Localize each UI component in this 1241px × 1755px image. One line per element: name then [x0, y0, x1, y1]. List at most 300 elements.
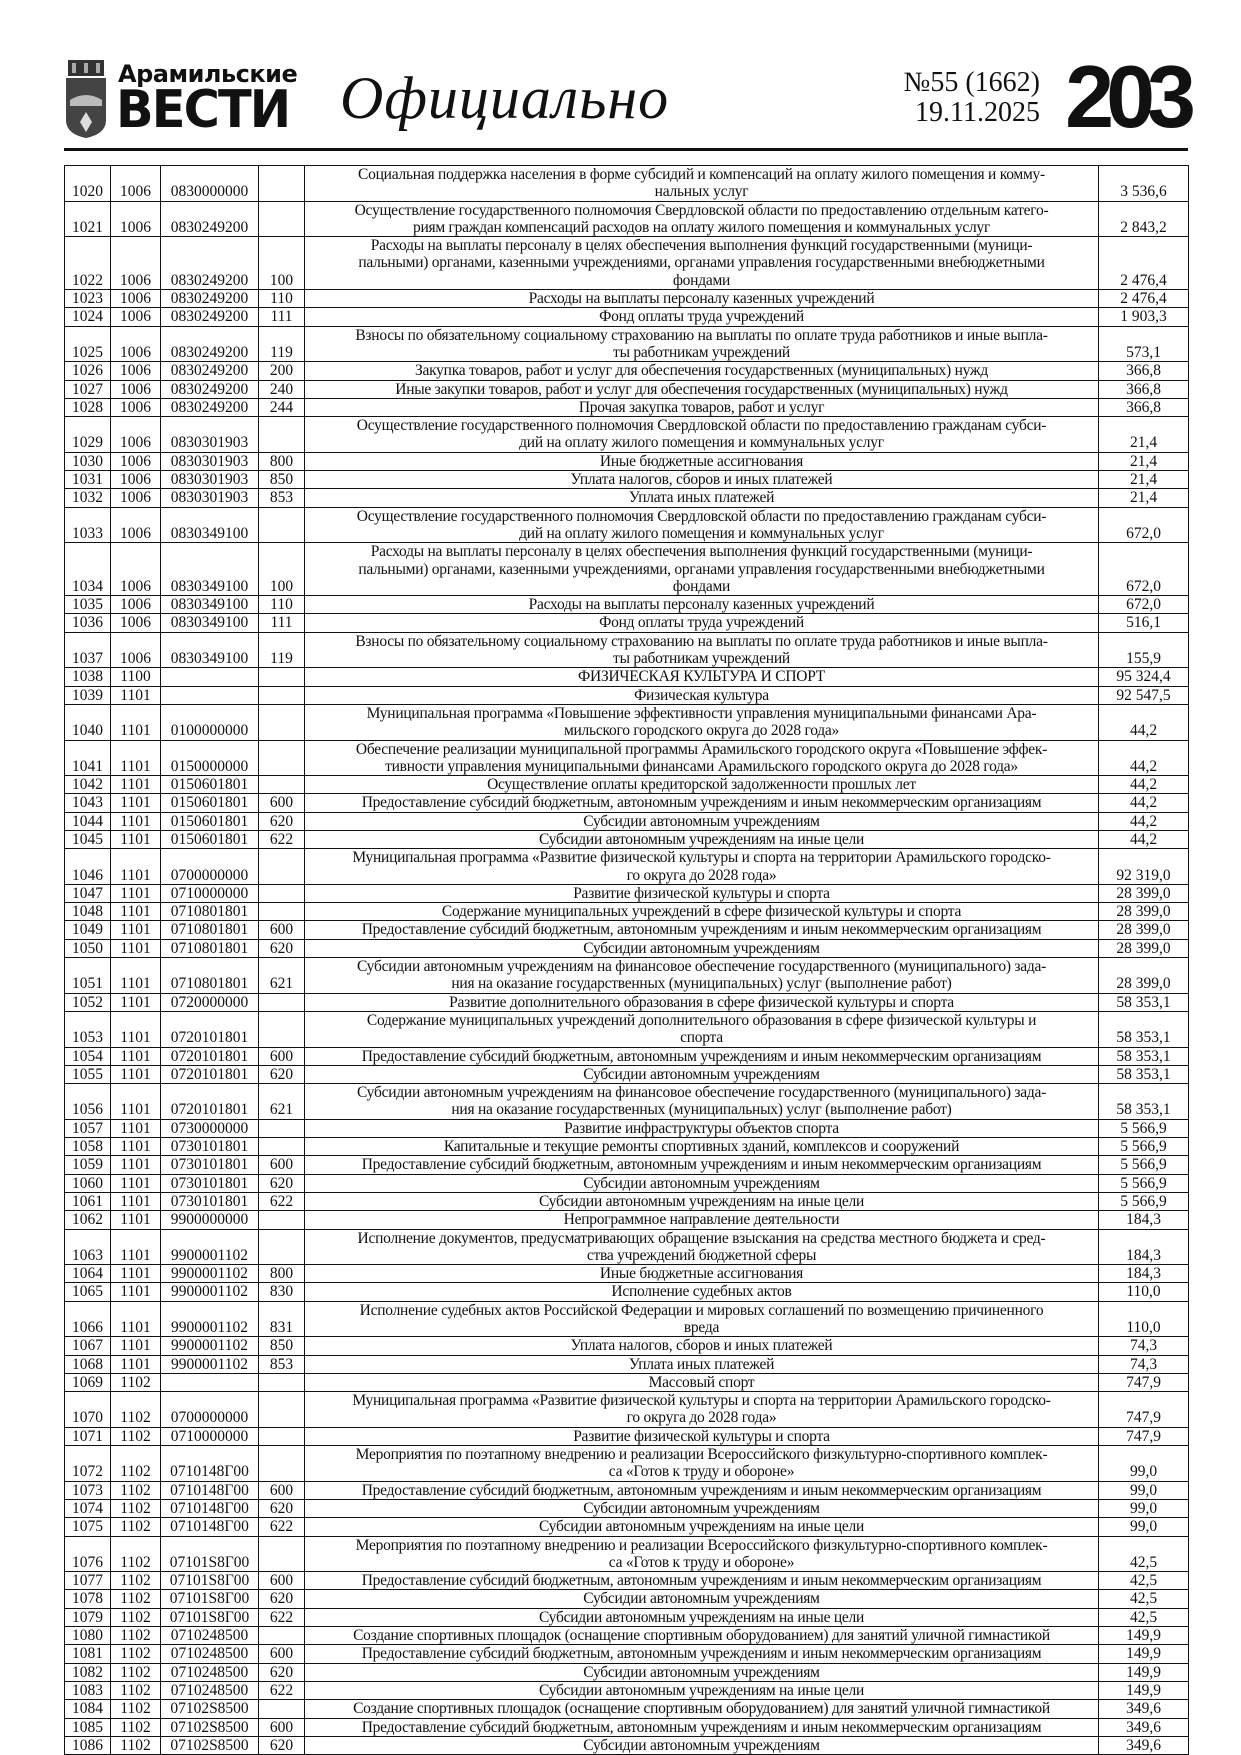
- target-article-code-cell: 0730101801: [161, 1192, 259, 1210]
- section-code-cell: 1101: [111, 686, 161, 704]
- table-row: [65, 543, 1189, 596]
- target-article-code-cell: 0730101801: [161, 1156, 259, 1174]
- expense-type-code-cell: [259, 507, 305, 543]
- target-article-code-cell: 0100000000: [161, 704, 259, 740]
- description-cell: Субсидии автономным учреждениям на финансовое обеспечение государственного (муниципального) зада- ния на оказание государственных (муниципальных) услуг (выполнение работ): [305, 958, 1099, 994]
- expense-type-code-cell: [259, 1211, 305, 1229]
- amount-cell: 58 353,1: [1099, 1011, 1189, 1047]
- description-cell: Предоставление субсидий бюджетным, автономным учреждениям и иным некоммерческим организациям: [305, 1572, 1099, 1590]
- target-article-code-cell: 0720101801: [161, 1084, 259, 1120]
- amount-cell: 149,9: [1099, 1645, 1189, 1663]
- target-article-code-cell: 07101S8Г00: [161, 1572, 259, 1590]
- amount-cell: 44,2: [1099, 776, 1189, 794]
- amount-cell: 516,1: [1099, 614, 1189, 632]
- description-cell: Субсидии автономным учреждениям на иные цели: [305, 830, 1099, 848]
- table-row: [65, 1700, 1189, 1718]
- table-row: [65, 1608, 1189, 1626]
- target-article-code-cell: 0710248500: [161, 1681, 259, 1699]
- expense-type-code-cell: 119: [259, 632, 305, 668]
- row-number-cell: 1069: [65, 1373, 111, 1391]
- table-row: [65, 1011, 1189, 1047]
- row-number-cell: 1023: [65, 290, 111, 308]
- expense-type-code-cell: [259, 686, 305, 704]
- section-code-cell: 1101: [111, 1211, 161, 1229]
- table-row: [65, 1337, 1189, 1355]
- target-article-code-cell: [161, 668, 259, 686]
- row-number-cell: 1079: [65, 1608, 111, 1626]
- target-article-code-cell: 0830249200: [161, 398, 259, 416]
- table-row: [65, 1499, 1189, 1517]
- target-article-code-cell: 07102S8500: [161, 1718, 259, 1736]
- target-article-code-cell: 0710148Г00: [161, 1499, 259, 1517]
- description-cell: Мероприятия по поэтапному внедрению и реализации Всероссийского физкультурно-спортивного комплек- са «Готов к труду и обороне»: [305, 1536, 1099, 1572]
- row-number-cell: 1041: [65, 740, 111, 776]
- description-cell: Массовый спорт: [305, 1373, 1099, 1391]
- section-code-cell: 1101: [111, 794, 161, 812]
- section-code-cell: 1102: [111, 1427, 161, 1445]
- target-article-code-cell: 0700000000: [161, 1392, 259, 1428]
- target-article-code-cell: 0720101801: [161, 1011, 259, 1047]
- table-row: [65, 166, 1189, 202]
- row-number-cell: 1033: [65, 507, 111, 543]
- row-number-cell: 1064: [65, 1265, 111, 1283]
- row-number-cell: 1074: [65, 1499, 111, 1517]
- expense-type-code-cell: 830: [259, 1283, 305, 1301]
- expense-type-code-cell: 620: [259, 812, 305, 830]
- amount-cell: 747,9: [1099, 1373, 1189, 1391]
- description-cell: Субсидии автономным учреждениям на иные цели: [305, 1518, 1099, 1536]
- description-cell: Предоставление субсидий бюджетным, автономным учреждениям и иным некоммерческим организациям: [305, 1047, 1099, 1065]
- target-article-code-cell: 0710148Г00: [161, 1481, 259, 1499]
- description-cell: Муниципальная программа «Развитие физической культуры и спорта на территории Арамильского городско- го округа до 2028 года»: [305, 1392, 1099, 1428]
- table-row: [65, 596, 1189, 614]
- description-cell: Капитальные и текущие ремонты спортивных зданий, комплексов и сооружений: [305, 1138, 1099, 1156]
- section-code-cell: 1006: [111, 290, 161, 308]
- section-code-cell: 1101: [111, 939, 161, 957]
- section-code-cell: 1101: [111, 849, 161, 885]
- table-row: [65, 1265, 1189, 1283]
- amount-cell: 573,1: [1099, 326, 1189, 362]
- section-code-cell: 1006: [111, 489, 161, 507]
- amount-cell: 110,0: [1099, 1283, 1189, 1301]
- row-number-cell: 1066: [65, 1301, 111, 1337]
- description-cell: Фонд оплаты труда учреждений: [305, 308, 1099, 326]
- row-number-cell: 1073: [65, 1481, 111, 1499]
- expense-type-code-cell: 100: [259, 543, 305, 596]
- row-number-cell: 1084: [65, 1700, 111, 1718]
- row-number-cell: 1081: [65, 1645, 111, 1663]
- section-code-cell: 1006: [111, 237, 161, 290]
- section-code-cell: 1102: [111, 1608, 161, 1626]
- description-cell: Субсидии автономным учреждениям на иные цели: [305, 1681, 1099, 1699]
- target-article-code-cell: 0830000000: [161, 166, 259, 202]
- amount-cell: 92 319,0: [1099, 849, 1189, 885]
- section-code-cell: 1006: [111, 417, 161, 453]
- row-number-cell: 1040: [65, 704, 111, 740]
- expense-type-code-cell: 600: [259, 1645, 305, 1663]
- table-row: [65, 1481, 1189, 1499]
- target-article-code-cell: 0710801801: [161, 939, 259, 957]
- description-cell: Расходы на выплаты персоналу казенных учреждений: [305, 290, 1099, 308]
- table-row: [65, 958, 1189, 994]
- description-cell: Уплата иных платежей: [305, 1355, 1099, 1373]
- target-article-code-cell: [161, 1373, 259, 1391]
- row-number-cell: 1050: [65, 939, 111, 957]
- description-cell: Субсидии автономным учреждениям: [305, 1174, 1099, 1192]
- table-row: [65, 903, 1189, 921]
- description-cell: Содержание муниципальных учреждений в сфере физической культуры и спорта: [305, 903, 1099, 921]
- section-code-cell: 1101: [111, 884, 161, 902]
- section-code-cell: 1101: [111, 740, 161, 776]
- section-code-cell: 1101: [111, 1337, 161, 1355]
- expense-type-code-cell: 100: [259, 237, 305, 290]
- row-number-cell: 1037: [65, 632, 111, 668]
- row-number-cell: 1036: [65, 614, 111, 632]
- row-number-cell: 1029: [65, 417, 111, 453]
- description-cell: Субсидии автономным учреждениям на финансовое обеспечение государственного (муниципального) зада- ния на оказание государственных (муниципальных) услуг (выполнение работ): [305, 1084, 1099, 1120]
- expense-type-code-cell: [259, 1536, 305, 1572]
- row-number-cell: 1025: [65, 326, 111, 362]
- row-number-cell: 1021: [65, 201, 111, 237]
- issue-number: №55 (1662): [903, 67, 1040, 98]
- expense-type-code-cell: [259, 1627, 305, 1645]
- table-row: [65, 812, 1189, 830]
- target-article-code-cell: 0710000000: [161, 884, 259, 902]
- amount-cell: 5 566,9: [1099, 1192, 1189, 1210]
- section-code-cell: 1101: [111, 1156, 161, 1174]
- amount-cell: 74,3: [1099, 1337, 1189, 1355]
- amount-cell: 44,2: [1099, 704, 1189, 740]
- amount-cell: 155,9: [1099, 632, 1189, 668]
- target-article-code-cell: 0710801801: [161, 958, 259, 994]
- table-row: [65, 507, 1189, 543]
- amount-cell: 2 843,2: [1099, 201, 1189, 237]
- row-number-cell: 1072: [65, 1446, 111, 1482]
- section-code-cell: 1102: [111, 1373, 161, 1391]
- row-number-cell: 1077: [65, 1572, 111, 1590]
- amount-cell: 5 566,9: [1099, 1119, 1189, 1137]
- description-cell: Осуществление государственного полномочия Свердловской области по предоставлению гражданам субси- дий на оплату жилого помещения и коммунальных услуг: [305, 417, 1099, 453]
- description-cell: Осуществление государственного полномочия Свердловской области по предоставлению отдельным катего- риям граждан компенсаций расходов на оплату жилого помещения и коммунальных услуг: [305, 201, 1099, 237]
- table-row: [65, 201, 1189, 237]
- target-article-code-cell: 0710248500: [161, 1627, 259, 1645]
- section-code-cell: 1101: [111, 1011, 161, 1047]
- row-number-cell: 1055: [65, 1065, 111, 1083]
- row-number-cell: 1086: [65, 1736, 111, 1754]
- section-code-cell: 1006: [111, 308, 161, 326]
- section-code-cell: 1006: [111, 507, 161, 543]
- target-article-code-cell: 0830349100: [161, 543, 259, 596]
- amount-cell: 58 353,1: [1099, 1047, 1189, 1065]
- expense-type-code-cell: [259, 668, 305, 686]
- amount-cell: 58 353,1: [1099, 1065, 1189, 1083]
- description-cell: Предоставление субсидий бюджетным, автономным учреждениям и иным некоммерческим организациям: [305, 1156, 1099, 1174]
- amount-cell: 149,9: [1099, 1681, 1189, 1699]
- row-number-cell: 1035: [65, 596, 111, 614]
- expense-type-code-cell: 111: [259, 614, 305, 632]
- issue-date: 19.11.2025: [915, 97, 1040, 128]
- section-code-cell: 1102: [111, 1681, 161, 1699]
- amount-cell: 99,0: [1099, 1481, 1189, 1499]
- target-article-code-cell: 0150601801: [161, 794, 259, 812]
- row-number-cell: 1068: [65, 1355, 111, 1373]
- description-cell: Предоставление субсидий бюджетным, автономным учреждениям и иным некоммерческим организациям: [305, 1645, 1099, 1663]
- target-article-code-cell: 07101S8Г00: [161, 1536, 259, 1572]
- section-code-cell: 1101: [111, 812, 161, 830]
- section-code-cell: 1101: [111, 776, 161, 794]
- description-cell: Осуществление государственного полномочия Свердловской области по предоставлению гражданам субси- дий на оплату жилого помещения и коммунальных услуг: [305, 507, 1099, 543]
- section-code-cell: 1101: [111, 903, 161, 921]
- table-row: [65, 849, 1189, 885]
- expense-type-code-cell: 620: [259, 1663, 305, 1681]
- section-code-cell: 1101: [111, 1301, 161, 1337]
- row-number-cell: 1071: [65, 1427, 111, 1445]
- description-cell: Мероприятия по поэтапному внедрению и реализации Всероссийского физкультурно-спортивного комплек- са «Готов к труду и обороне»: [305, 1446, 1099, 1482]
- amount-cell: 95 324,4: [1099, 668, 1189, 686]
- amount-cell: 42,5: [1099, 1572, 1189, 1590]
- row-number-cell: 1030: [65, 452, 111, 470]
- table-row: [65, 1392, 1189, 1428]
- table-row: [65, 290, 1189, 308]
- table-row: [65, 1590, 1189, 1608]
- expense-type-code-cell: 200: [259, 362, 305, 380]
- row-number-cell: 1032: [65, 489, 111, 507]
- section-code-cell: 1101: [111, 993, 161, 1011]
- row-number-cell: 1044: [65, 812, 111, 830]
- description-cell: Развитие дополнительного образования в сфере физической культуры и спорта: [305, 993, 1099, 1011]
- target-article-code-cell: 0710248500: [161, 1645, 259, 1663]
- table-row: [65, 1119, 1189, 1137]
- table-row: [65, 1373, 1189, 1391]
- row-number-cell: 1075: [65, 1518, 111, 1536]
- expense-type-code-cell: 620: [259, 1499, 305, 1517]
- table-row: [65, 884, 1189, 902]
- amount-cell: 28 399,0: [1099, 921, 1189, 939]
- target-article-code-cell: 0150000000: [161, 740, 259, 776]
- table-row: [65, 830, 1189, 848]
- section-code-cell: 1102: [111, 1663, 161, 1681]
- expense-type-code-cell: 111: [259, 308, 305, 326]
- table-row: [65, 417, 1189, 453]
- table-row: [65, 1138, 1189, 1156]
- amount-cell: 99,0: [1099, 1446, 1189, 1482]
- amount-cell: 184,3: [1099, 1229, 1189, 1265]
- section-code-cell: 1102: [111, 1499, 161, 1517]
- section-code-cell: 1006: [111, 543, 161, 596]
- description-cell: Создание спортивных площадок (оснащение спортивным оборудованием) для занятий уличной гимнастикой: [305, 1700, 1099, 1718]
- row-number-cell: 1024: [65, 308, 111, 326]
- row-number-cell: 1026: [65, 362, 111, 380]
- section-code-cell: 1101: [111, 1119, 161, 1137]
- table-row: [65, 632, 1189, 668]
- table-row: [65, 489, 1189, 507]
- page-number: 203: [1065, 47, 1188, 146]
- target-article-code-cell: 9900000000: [161, 1211, 259, 1229]
- expense-type-code-cell: [259, 903, 305, 921]
- amount-cell: 42,5: [1099, 1590, 1189, 1608]
- section-code-cell: 1102: [111, 1518, 161, 1536]
- target-article-code-cell: 0710000000: [161, 1427, 259, 1445]
- table-row: [65, 452, 1189, 470]
- row-number-cell: 1060: [65, 1174, 111, 1192]
- row-number-cell: 1043: [65, 794, 111, 812]
- table-row: [65, 993, 1189, 1011]
- amount-cell: 58 353,1: [1099, 993, 1189, 1011]
- expense-type-code-cell: [259, 1700, 305, 1718]
- amount-cell: 349,6: [1099, 1736, 1189, 1754]
- table-row: [65, 1211, 1189, 1229]
- amount-cell: 747,9: [1099, 1427, 1189, 1445]
- amount-cell: 42,5: [1099, 1608, 1189, 1626]
- expense-type-code-cell: 621: [259, 1084, 305, 1120]
- row-number-cell: 1056: [65, 1084, 111, 1120]
- target-article-code-cell: 0150601801: [161, 830, 259, 848]
- section-code-cell: 1006: [111, 471, 161, 489]
- expense-type-code-cell: [259, 776, 305, 794]
- target-article-code-cell: 0830349100: [161, 596, 259, 614]
- description-cell: Предоставление субсидий бюджетным, автономным учреждениям и иным некоммерческим организациям: [305, 1481, 1099, 1499]
- expense-type-code-cell: [259, 704, 305, 740]
- row-number-cell: 1054: [65, 1047, 111, 1065]
- description-cell: Создание спортивных площадок (оснащение спортивным оборудованием) для занятий уличной гимнастикой: [305, 1627, 1099, 1645]
- masthead: [64, 47, 1188, 150]
- description-cell: Фонд оплаты труда учреждений: [305, 614, 1099, 632]
- amount-cell: 28 399,0: [1099, 958, 1189, 994]
- table-row: [65, 1156, 1189, 1174]
- amount-cell: 28 399,0: [1099, 884, 1189, 902]
- description-cell: Уплата налогов, сборов и иных платежей: [305, 471, 1099, 489]
- description-cell: Иные закупки товаров, работ и услуг для обеспечения государственных (муниципальных) нужд: [305, 380, 1099, 398]
- target-article-code-cell: 9900001102: [161, 1229, 259, 1265]
- amount-cell: 74,3: [1099, 1355, 1189, 1373]
- table-row: [65, 308, 1189, 326]
- expense-type-code-cell: 600: [259, 1047, 305, 1065]
- section-code-cell: 1102: [111, 1536, 161, 1572]
- expense-type-code-cell: 620: [259, 1736, 305, 1754]
- expense-type-code-cell: 850: [259, 471, 305, 489]
- table-row: [65, 921, 1189, 939]
- amount-cell: 149,9: [1099, 1663, 1189, 1681]
- target-article-code-cell: 0710148Г00: [161, 1446, 259, 1482]
- amount-cell: 44,2: [1099, 740, 1189, 776]
- target-article-code-cell: 9900001102: [161, 1301, 259, 1337]
- target-article-code-cell: [161, 686, 259, 704]
- description-cell: Осуществление оплаты кредиторской задолженности прошлых лет: [305, 776, 1099, 794]
- section-code-cell: 1102: [111, 1736, 161, 1754]
- description-cell: Прочая закупка товаров, работ и услуг: [305, 398, 1099, 416]
- table-row: [65, 237, 1189, 290]
- amount-cell: 92 547,5: [1099, 686, 1189, 704]
- target-article-code-cell: 07101S8Г00: [161, 1590, 259, 1608]
- row-number-cell: 1049: [65, 921, 111, 939]
- table-row: [65, 704, 1189, 740]
- expense-type-code-cell: 621: [259, 958, 305, 994]
- expense-type-code-cell: 622: [259, 1192, 305, 1210]
- amount-cell: 366,8: [1099, 380, 1189, 398]
- expense-type-code-cell: [259, 993, 305, 1011]
- expense-type-code-cell: 622: [259, 1681, 305, 1699]
- expense-type-code-cell: 600: [259, 1718, 305, 1736]
- section-code-cell: 1101: [111, 1138, 161, 1156]
- table-row: [65, 1065, 1189, 1083]
- row-number-cell: 1065: [65, 1283, 111, 1301]
- description-cell: Уплата налогов, сборов и иных платежей: [305, 1337, 1099, 1355]
- description-cell: Социальная поддержка населения в форме субсидий и компенсаций на оплату жилого помещения и комму- нальных услуг: [305, 166, 1099, 202]
- amount-cell: 184,3: [1099, 1211, 1189, 1229]
- table-row: [65, 1681, 1189, 1699]
- section-code-cell: 1102: [111, 1481, 161, 1499]
- description-cell: Исполнение судебных актов Российской Федерации и мировых соглашений по возмещению причиненного вреда: [305, 1301, 1099, 1337]
- table-row: [65, 1174, 1189, 1192]
- row-number-cell: 1051: [65, 958, 111, 994]
- amount-cell: 58 353,1: [1099, 1084, 1189, 1120]
- amount-cell: 21,4: [1099, 489, 1189, 507]
- table-row: [65, 326, 1189, 362]
- description-cell: Расходы на выплаты персоналу в целях обеспечения выполнения функций государственными (муници- пальными) органами, казенными учреждениями, органами управления государственными внебюджетными фондами: [305, 543, 1099, 596]
- section-code-cell: 1102: [111, 1572, 161, 1590]
- expense-type-code-cell: 244: [259, 398, 305, 416]
- target-article-code-cell: 0730000000: [161, 1119, 259, 1137]
- row-number-cell: 1078: [65, 1590, 111, 1608]
- target-article-code-cell: 0830249200: [161, 201, 259, 237]
- section-code-cell: 1006: [111, 596, 161, 614]
- target-article-code-cell: 9900001102: [161, 1337, 259, 1355]
- expense-type-code-cell: 800: [259, 1265, 305, 1283]
- row-number-cell: 1070: [65, 1392, 111, 1428]
- row-number-cell: 1053: [65, 1011, 111, 1047]
- target-article-code-cell: 9900001102: [161, 1265, 259, 1283]
- description-cell: Содержание муниципальных учреждений дополнительного образования в сфере физической культуры и спорта: [305, 1011, 1099, 1047]
- description-cell: Физическая культура: [305, 686, 1099, 704]
- expense-type-code-cell: 110: [259, 290, 305, 308]
- table-row: [65, 398, 1189, 416]
- section-code-cell: 1101: [111, 1355, 161, 1373]
- target-article-code-cell: 0830301903: [161, 471, 259, 489]
- amount-cell: 366,8: [1099, 362, 1189, 380]
- section-code-cell: 1101: [111, 1283, 161, 1301]
- row-number-cell: 1027: [65, 380, 111, 398]
- amount-cell: 21,4: [1099, 417, 1189, 453]
- table-row: [65, 1283, 1189, 1301]
- amount-cell: 184,3: [1099, 1265, 1189, 1283]
- section-title: Официально: [340, 65, 670, 131]
- expense-type-code-cell: 600: [259, 921, 305, 939]
- amount-cell: 1 903,3: [1099, 308, 1189, 326]
- expense-type-code-cell: [259, 201, 305, 237]
- table-row: [65, 1663, 1189, 1681]
- section-code-cell: 1101: [111, 1174, 161, 1192]
- description-cell: Муниципальная программа «Повышение эффективности управления муниципальными финансами Ара- мильского городского округа до 2028 года»: [305, 704, 1099, 740]
- amount-cell: 349,6: [1099, 1700, 1189, 1718]
- description-cell: Обеспечение реализации муниципальной программы Арамильского городского округа «Повышение эффек- тивности управления муниципальными финансами Арамильского городского округа до 2028 года»: [305, 740, 1099, 776]
- amount-cell: 5 566,9: [1099, 1156, 1189, 1174]
- section-code-cell: 1101: [111, 1192, 161, 1210]
- expense-type-code-cell: 600: [259, 1481, 305, 1499]
- target-article-code-cell: 0730101801: [161, 1174, 259, 1192]
- description-cell: Субсидии автономным учреждениям на иные цели: [305, 1192, 1099, 1210]
- budget-table: [64, 165, 1189, 1755]
- section-code-cell: 1102: [111, 1718, 161, 1736]
- table-row: [65, 1645, 1189, 1663]
- section-code-cell: 1101: [111, 921, 161, 939]
- table-row: [65, 740, 1189, 776]
- description-cell: Уплата иных платежей: [305, 489, 1099, 507]
- description-cell: Взносы по обязательному социальному страхованию на выплаты по оплате труда работников и иные выпла- ты работникам учреждений: [305, 632, 1099, 668]
- row-number-cell: 1067: [65, 1337, 111, 1355]
- row-number-cell: 1076: [65, 1536, 111, 1572]
- section-code-cell: 1006: [111, 452, 161, 470]
- amount-cell: 366,8: [1099, 398, 1189, 416]
